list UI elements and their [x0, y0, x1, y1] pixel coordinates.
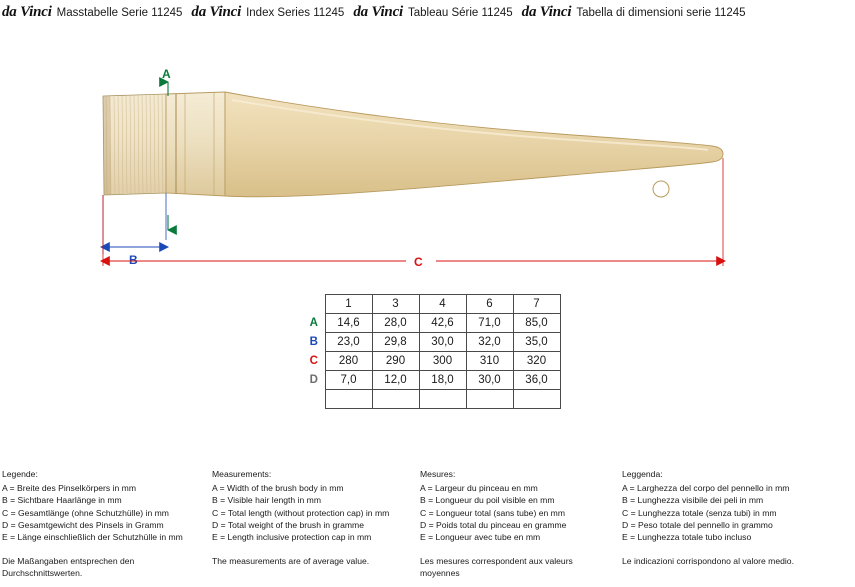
header-title-fr: Tableau Série 11245 — [408, 7, 513, 19]
cell-c-7: 320 — [513, 352, 560, 371]
legend-it-line-a: A = Larghezza del corpo del pennello in mm — [622, 483, 790, 494]
legend-it-line-d: D = Peso totale del pennello in grammo — [622, 519, 773, 530]
legend-section — [0, 468, 855, 580]
header-title-de: Masstabelle Serie 11245 — [56, 7, 183, 19]
cell-a-1: 14,6 — [325, 314, 372, 333]
row-label-a: A — [303, 314, 325, 333]
cell-b-4: 30,0 — [419, 333, 466, 352]
legend-german — [0, 468, 212, 580]
legend-fr-line-b: B = Longueur du poil visible en mm — [420, 495, 555, 506]
table-row — [303, 371, 560, 390]
table-row — [303, 333, 560, 352]
dimension-b — [101, 193, 168, 267]
row-label-d: D — [303, 371, 325, 390]
dimension-c-label: C — [414, 255, 423, 269]
legend-de-line-e: E = Länge einschließlich der Schutzhülle in mm — [2, 532, 183, 543]
table-col-7: 7 — [513, 295, 560, 314]
table-row — [303, 390, 560, 409]
cell-c-3: 290 — [372, 352, 419, 371]
brush-illustration — [0, 50, 855, 285]
legend-de-line-c: C = Gesamtlänge (ohne Schutzhülle) in mm — [2, 507, 169, 518]
brand-logo-fr: da Vinci — [353, 4, 403, 20]
cell-d-6: 30,0 — [466, 371, 513, 390]
cell-b-3: 29,8 — [372, 333, 419, 352]
cell-e-1 — [325, 390, 372, 409]
legend-title-fr: Mesures: — [420, 469, 456, 479]
legend-de-footnote: Die Maßangaben entsprechen den Durchschnittswerten. — [2, 556, 135, 579]
legend-english — [212, 468, 420, 580]
table-row — [303, 352, 560, 371]
legend-it-line-e: E = Lunghezza totale tubo incluso — [622, 532, 752, 543]
brush-hair — [103, 94, 166, 195]
legend-fr-line-d: D = Poids total du pinceau en gramme — [420, 519, 567, 530]
legend-de-line-b: B = Sichtbare Haarlänge in mm — [2, 495, 122, 506]
cell-b-6: 32,0 — [466, 333, 513, 352]
legend-en-line-c: C = Total length (without protection cap) in mm — [212, 507, 390, 518]
brush-ferrule — [166, 92, 225, 196]
legend-en-line-a: A = Width of the brush body in mm — [212, 483, 344, 494]
legend-en-line-b: B = Visible hair length in mm — [212, 495, 321, 506]
cell-b-1: 23,0 — [325, 333, 372, 352]
table-col-1: 1 — [325, 295, 372, 314]
legend-title-it: Leggenda: — [622, 469, 663, 479]
cell-d-4: 18,0 — [419, 371, 466, 390]
cell-a-7: 85,0 — [513, 314, 560, 333]
cell-a-4: 42,6 — [419, 314, 466, 333]
legend-it-line-b: B = Lunghezza visibile dei peli in mm — [622, 495, 764, 506]
legend-it-footnote: Le indicazioni corrispondono al valore medio. — [622, 556, 794, 567]
cell-e-7 — [513, 390, 560, 409]
brand-logo-en: da Vinci — [191, 4, 242, 20]
cell-d-1: 7,0 — [325, 371, 372, 390]
legend-en-footnote: The measurements are of average value. — [212, 556, 370, 567]
cell-a-3: 28,0 — [372, 314, 419, 333]
table-col-6: 6 — [466, 295, 513, 314]
cell-e-6 — [466, 390, 513, 409]
legend-en-line-d: D = Total weight of the brush in gramme — [212, 519, 364, 530]
dimension-a-label: A — [162, 67, 171, 81]
legend-french — [420, 468, 622, 580]
cell-d-7: 36,0 — [513, 371, 560, 390]
page-header — [0, 4, 855, 26]
cell-c-4: 300 — [419, 352, 466, 371]
legend-italian — [622, 468, 855, 580]
legend-it-line-c: C = Lunghezza totale (senza tubi) in mm — [622, 507, 777, 518]
table-corner-cell — [303, 295, 325, 314]
row-label-b: B — [303, 333, 325, 352]
dimension-b-label: B — [129, 253, 138, 267]
cell-d-3: 12,0 — [372, 371, 419, 390]
legend-fr-line-a: A = Largeur du pinceau en mm — [420, 483, 538, 494]
legend-title-de: Legende: — [2, 469, 38, 479]
brand-logo-it: da Vinci — [521, 4, 572, 20]
cell-c-1: 280 — [325, 352, 372, 371]
legend-fr-footnote: Les mesures correspondent aux valeurs moyennes — [420, 556, 573, 579]
cell-c-6: 310 — [466, 352, 513, 371]
brand-logo-de: da Vinci — [2, 4, 52, 20]
table-col-3: 3 — [372, 295, 419, 314]
header-title-en: Index Series 11245 — [246, 7, 345, 19]
cell-b-7: 35,0 — [513, 333, 560, 352]
row-label-empty — [303, 390, 325, 409]
row-label-c: C — [303, 352, 325, 371]
table-row — [303, 314, 560, 333]
legend-fr-line-c: C = Longueur total (sans tube) en mm — [420, 507, 565, 518]
brush-handle — [225, 92, 723, 197]
legend-en-line-e: E = Length inclusive protection cap in mm — [212, 532, 372, 543]
cell-e-3 — [372, 390, 419, 409]
legend-de-line-a: A = Breite des Pinselkörpers in mm — [2, 483, 136, 494]
cell-a-6: 71,0 — [466, 314, 513, 333]
legend-title-en: Measurements: — [212, 469, 272, 479]
table-header-row — [303, 295, 560, 314]
header-title-it: Tabella di dimensioni serie 11245 — [576, 7, 746, 19]
legend-de-line-d: D = Gesamtgewicht des Pinsels in Gramm — [2, 519, 164, 530]
cell-e-4 — [419, 390, 466, 409]
dimensions-table — [303, 294, 561, 409]
legend-fr-line-e: E = Longueur avec tube en mm — [420, 532, 541, 543]
table-col-4: 4 — [419, 295, 466, 314]
